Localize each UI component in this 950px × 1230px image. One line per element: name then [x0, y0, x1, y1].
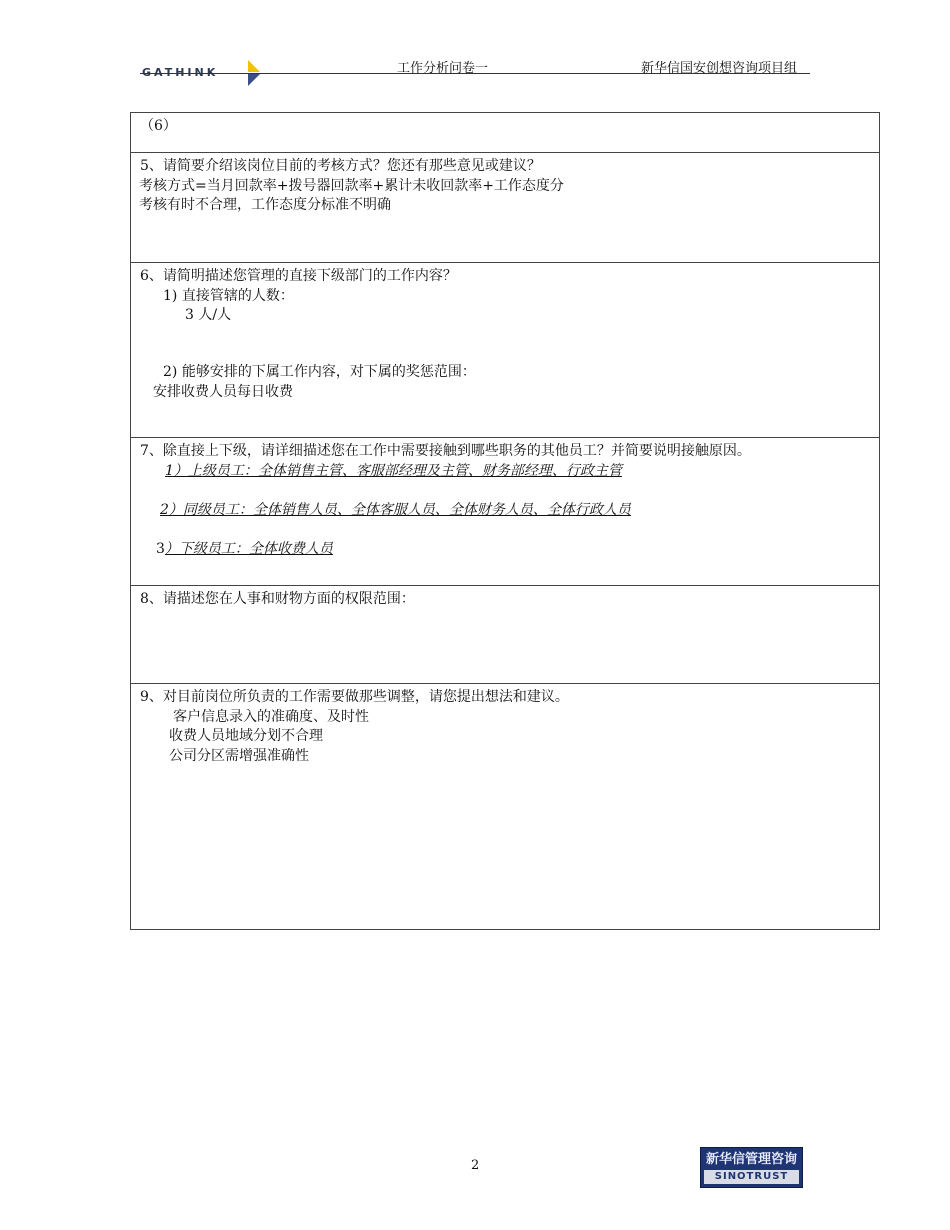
sinotrust-logo-en: SINOTRUST: [704, 1170, 799, 1184]
question-9: 9、对目前岗位所负责的工作需要做那些调整，请您提出想法和建议。: [140, 689, 569, 705]
section-9: [131, 684, 879, 930]
q7-item-2: 2）同级员工：全体销售人员、全体客服人员、全体财务人员、全体行政人员: [160, 501, 631, 518]
page-header: [0, 0, 950, 100]
q7-item-3: [140, 540, 879, 560]
question-8: 8、请描述您在人事和财物方面的权限范围：: [140, 591, 415, 607]
question-6: 6、请简明描述您管理的直接下级部门的工作内容？: [140, 268, 457, 284]
questionnaire-form: [130, 112, 880, 930]
sinotrust-logo: [700, 1147, 803, 1188]
section-8: [131, 586, 879, 684]
section-label: （6）: [140, 118, 177, 134]
answer-9-line-3: 公司分区需增强准确性: [169, 747, 309, 764]
q6-item-2-value: 安排收费人员每日收费: [153, 383, 293, 400]
q6-item-1-label: 1) 直接管辖的人数：: [163, 287, 294, 304]
header-divider: [140, 73, 810, 74]
document-title: 工作分析问卷一: [397, 61, 489, 76]
answer-9-line-2: 收费人员地域分划不合理: [169, 728, 323, 744]
section-5: [131, 153, 879, 263]
question-5: 5、请简要介绍该岗位目前的考核方式？您还有那些意见或建议？: [140, 158, 541, 174]
q6-item-2-label: 2) 能够安排的下属工作内容，对下属的奖惩范围：: [163, 364, 476, 380]
q7-item-1: 1）上级员工：全体销售主管、客服部经理及主管、财务部经理、行政主管: [165, 462, 622, 479]
section-6-continued: [131, 113, 879, 153]
answer-9-line-1: 客户信息录入的准确度、及时性: [173, 708, 369, 725]
project-group-name: 新华信国安创想咨询项目组: [641, 61, 798, 76]
answer-5-line-1: 考核方式=当月回款率+拨号器回款率+累计未收回款率+工作态度分: [139, 177, 564, 194]
q7-item-3-text: ）下级员工：全体收费人员: [164, 540, 333, 557]
sinotrust-logo-cn: 新华信管理咨询: [705, 1152, 797, 1167]
answer-5-line-2: 考核有时不合理，工作态度分标准不明确: [139, 197, 391, 213]
section-6: [131, 263, 879, 438]
gathink-logo: GATHINK: [142, 66, 219, 79]
page-number: 2: [471, 1158, 480, 1173]
section-7: [131, 438, 879, 586]
q6-item-1-value: 3 人/人: [185, 307, 232, 323]
q7-item-3-number: 3: [156, 540, 165, 557]
question-7: 7、除直接上下级，请详细描述您在工作中需要接触到哪些职务的其他员工？并简要说明接触原因。: [140, 443, 751, 459]
